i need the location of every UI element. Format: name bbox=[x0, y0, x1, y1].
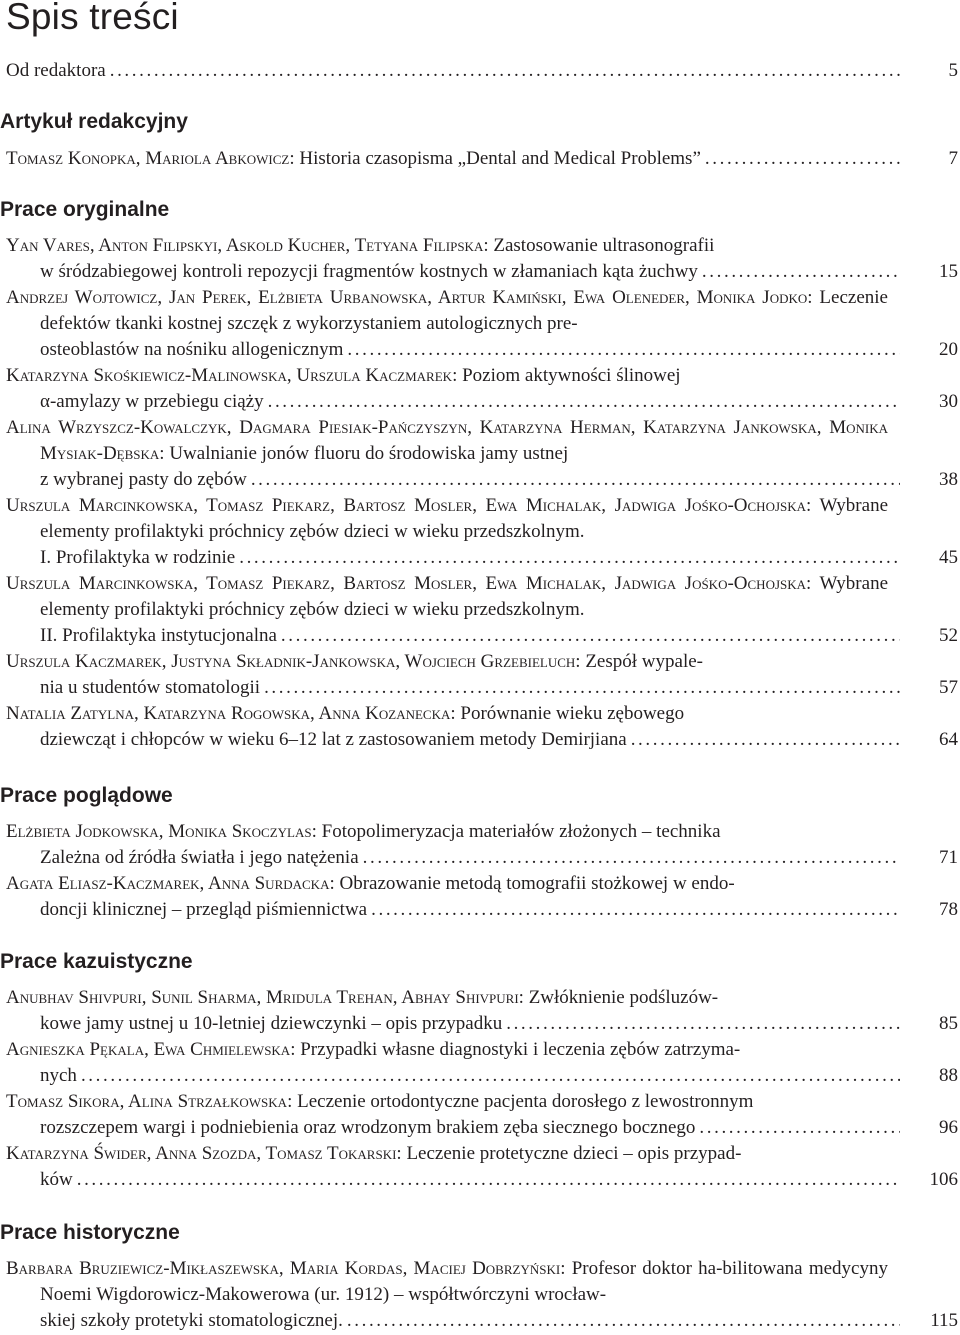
leader-dots bbox=[106, 58, 900, 84]
entry-title-cont: skiej szkoły protetyki stomatologicznej. bbox=[40, 1310, 343, 1331]
page-number: 85 bbox=[939, 1013, 958, 1034]
page-number: 78 bbox=[939, 899, 958, 920]
entry-title: : Leczenie defektów tkanki kostnej szczęk z wykorzystaniem autologicznych pre- bbox=[40, 287, 888, 334]
leader-dots bbox=[701, 146, 900, 172]
leader-dots bbox=[264, 389, 900, 415]
entry-authors: Elżbieta Jodkowska, Monika Skoczylas bbox=[6, 821, 312, 842]
toc-entry[interactable] bbox=[6, 146, 958, 172]
entry-authors: Urszula Marcinkowska, Tomasz Piekarz, Bartosz Mosler, Ewa Michalak, Jadwiga Jośko-Ochojska bbox=[6, 495, 807, 516]
entry-title: : Zwłóknienie podśluzów- bbox=[518, 987, 719, 1008]
entry-title-cont: II. Profilaktyka instytucjonalna bbox=[40, 625, 277, 646]
leader-dots bbox=[73, 1167, 900, 1193]
toc-entry[interactable] bbox=[6, 819, 958, 871]
section-heading: Artykuł redakcyjny bbox=[0, 110, 188, 133]
leader-dots bbox=[343, 337, 900, 363]
entry-title: : Obrazowanie metodą tomografii stożkowej w endo- bbox=[329, 873, 735, 894]
entry-title: : Leczenie protetyczne dzieci – opis przypad- bbox=[396, 1143, 742, 1164]
toc-entry[interactable] bbox=[6, 233, 958, 285]
entry-title-cont: doncji klinicznej – przegląd piśmiennictwa bbox=[40, 899, 368, 920]
page-number: 7 bbox=[948, 148, 958, 169]
entry-title-cont: nia u studentów stomatologii bbox=[40, 677, 261, 698]
page-number: 96 bbox=[939, 1117, 958, 1138]
entry-title-cont: α-amylazy w przebiegu ciąży bbox=[40, 391, 264, 412]
entry-title: : Przypadki własne diagnostyki i leczenia zębów zatrzyma- bbox=[290, 1039, 741, 1060]
section-heading: Prace oryginalne bbox=[0, 198, 170, 221]
entry-title: Od redaktora bbox=[6, 60, 106, 81]
entry-title-cont: dziewcząt i chłopców w wieku 6–12 lat z zastosowaniem metody Demirjiana bbox=[40, 729, 627, 750]
entry-authors: Katarzyna Świder, Anna Szozda, Tomasz Tokarski bbox=[6, 1143, 397, 1164]
entry-title-cont: Zależna od źródła światła i jego natężenia bbox=[40, 847, 359, 868]
entry-title: : Zastosowanie ultrasonografii bbox=[483, 235, 715, 256]
leader-dots bbox=[77, 1063, 900, 1089]
toc-entry[interactable] bbox=[6, 1089, 958, 1141]
page-number: 45 bbox=[939, 547, 958, 568]
toc-entry[interactable] bbox=[6, 363, 958, 415]
section-historical bbox=[0, 1220, 960, 1334]
entry-authors: Agnieszka Pękala, Ewa Chmielewska bbox=[6, 1039, 291, 1060]
page-number: 30 bbox=[939, 391, 958, 412]
toc-entry[interactable] bbox=[6, 985, 958, 1037]
entry-authors: Tomasz Sikora, Alina Strzałkowska bbox=[6, 1091, 288, 1112]
entry-authors: Agata Eliasz-Kaczmarek, Anna Surdacka bbox=[6, 873, 330, 894]
page-number: 64 bbox=[939, 729, 958, 750]
entry-title-cont: z wybranej pasty do zębów bbox=[40, 469, 247, 490]
toc-entry[interactable] bbox=[6, 493, 958, 571]
page-number: 71 bbox=[939, 847, 958, 868]
entry-title-cont: ków bbox=[40, 1169, 73, 1190]
entry-authors: Alina Wrzyszcz-Kowalczyk, Dagmara Piesiak-Pańczyszyn, Katarzyna Herman, Katarzyna Jankowska, Monika Mysiak-Dębska bbox=[6, 417, 888, 464]
leader-dots bbox=[359, 845, 900, 871]
entry-authors: Katarzyna Skośkiewicz-Malinowska, Urszula Kaczmarek bbox=[6, 365, 453, 386]
leader-dots bbox=[502, 1011, 900, 1037]
entry-title-cont: kowe jamy ustnej u 10-letniej dziewczynki – opis przypadku bbox=[40, 1013, 503, 1034]
page-number: 106 bbox=[929, 1169, 958, 1190]
leader-dots bbox=[698, 259, 900, 285]
entry-authors: Natalia Zatylna, Katarzyna Rogowska, Anna Kozanecka bbox=[6, 703, 451, 724]
page-number: 115 bbox=[930, 1310, 958, 1331]
leader-dots bbox=[367, 897, 900, 923]
toc-entry[interactable] bbox=[6, 1256, 958, 1334]
entry-authors: Tomasz Konopka, Mariola Abkowicz bbox=[6, 148, 290, 169]
toc-entry[interactable] bbox=[6, 1037, 958, 1089]
toc-entry[interactable] bbox=[6, 1141, 958, 1193]
entry-title: : Wybrane elementy profilaktyki próchnicy zębów dzieci w wieku przedszkolnym. bbox=[40, 573, 889, 620]
page-number: 20 bbox=[939, 339, 958, 360]
entry-title: : Porównanie wieku zębowego bbox=[450, 703, 685, 724]
entry-authors: Yan Vares, Anton Filipskyi, Askold Kucher, Tetyana Filipska bbox=[6, 235, 484, 256]
toc-entry[interactable] bbox=[6, 701, 958, 753]
leader-dots bbox=[235, 545, 900, 571]
page-number: 52 bbox=[939, 625, 958, 646]
leader-dots bbox=[260, 675, 900, 701]
entry-title-cont: I. Profilaktyka w rodzinie bbox=[40, 547, 236, 568]
toc-entry[interactable] bbox=[6, 58, 958, 84]
entry-authors: Urszula Marcinkowska, Tomasz Piekarz, Bartosz Mosler, Ewa Michalak, Jadwiga Jośko-Ochojska bbox=[6, 573, 807, 594]
entry-title-cont: nych bbox=[40, 1065, 77, 1086]
toc-entry[interactable] bbox=[6, 415, 958, 493]
entry-title: : Fotopolimeryzacja materiałów złożonych – technika bbox=[311, 821, 721, 842]
page-number: 88 bbox=[939, 1065, 958, 1086]
toc-entry[interactable] bbox=[6, 285, 958, 363]
toc-entry[interactable] bbox=[6, 871, 958, 923]
entry-title: : Zespół wypale- bbox=[575, 651, 703, 672]
entry-title-cont: w śródzabiegowej kontroli repozycji fragmentów kostnych w złamaniach kąta żuchwy bbox=[40, 261, 698, 282]
page-number: 57 bbox=[939, 677, 958, 698]
page-number: 38 bbox=[939, 469, 958, 490]
section-heading: Prace poglądowe bbox=[0, 784, 173, 807]
section-case-reports bbox=[0, 949, 960, 1193]
entry-title-cont: rozszczepem wargi i podniebienia oraz wrodzonym brakiem zęba siecznego bocznego bbox=[40, 1117, 696, 1138]
entry-authors: Urszula Kaczmarek, Justyna Składnik-Jankowska, Wojciech Grzebieluch bbox=[6, 651, 576, 672]
section-review bbox=[0, 783, 960, 923]
entry-title: : Leczenie ortodontyczne pacjenta dorosłego z lewostronnym bbox=[287, 1091, 754, 1112]
leader-dots bbox=[277, 623, 900, 649]
entry-title-cont: osteoblastów na nośniku allogenicznym bbox=[40, 339, 344, 360]
entry-title: : Profesor doktor ha-bilitowana medycyny Noemi Wigdorowicz-Makowerowa (ur. 1912) – współtwórczyni wrocław- bbox=[40, 1258, 888, 1305]
entry-title: : Uwalnianie jonów fluoru do środowiska jamy ustnej bbox=[159, 443, 569, 464]
entry-title: : Historia czasopisma „Dental and Medical Problems” bbox=[289, 148, 701, 169]
leader-dots bbox=[247, 467, 900, 493]
section-heading: Prace historyczne bbox=[0, 1221, 180, 1244]
page-title: Spis treści bbox=[6, 0, 179, 37]
intro-entry bbox=[0, 58, 960, 84]
leader-dots bbox=[627, 727, 900, 753]
leader-dots bbox=[695, 1115, 900, 1141]
entry-authors: Anubhav Shivpuri, Sunil Sharma, Mridula Trehan, Abhay Shivpuri bbox=[6, 987, 519, 1008]
entry-authors: Barbara Bruziewicz-Mikłaszewska, Maria Kordas, Maciej Dobrzyński bbox=[6, 1258, 561, 1279]
section-heading: Prace kazuistyczne bbox=[0, 950, 193, 973]
section-original bbox=[0, 197, 960, 753]
page-number: 15 bbox=[939, 261, 958, 282]
leader-dots bbox=[343, 1308, 900, 1334]
toc-entry[interactable] bbox=[6, 571, 958, 649]
entry-title: : Poziom aktywności ślinowej bbox=[452, 365, 681, 386]
section-editorial bbox=[0, 109, 960, 172]
entry-authors: Andrzej Wojtowicz, Jan Perek, Elżbieta Urbanowska, Artur Kamiński, Ewa Oleneder, Monika Jodko bbox=[6, 287, 808, 308]
page-number: 5 bbox=[948, 60, 958, 81]
entry-title: : Wybrane elementy profilaktyki próchnicy zębów dzieci w wieku przedszkolnym. bbox=[40, 495, 889, 542]
toc-entry[interactable] bbox=[6, 649, 958, 701]
